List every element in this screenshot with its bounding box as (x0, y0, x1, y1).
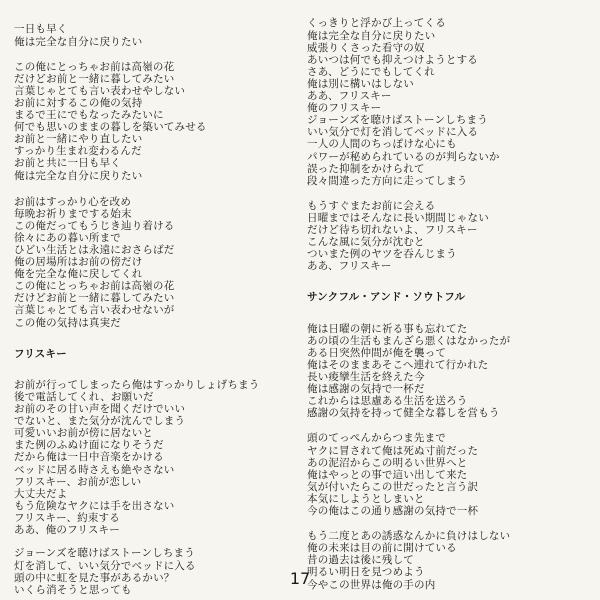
lyric-line: でないと、また気分が沈んでしまう (14, 415, 186, 427)
lyric-line: フリスキー、お前が恋しい (14, 476, 142, 488)
lyric-line: お前が行ってしまったら俺はすっかりしょげちまう (14, 379, 260, 391)
lyric-line: いい気分で灯を消してベッドに入る (307, 126, 479, 138)
lyric-line: 俺はそのままあそこへ連れて行かれた (307, 359, 489, 371)
lyric-line: 俺は別に構いはしない (307, 78, 414, 90)
lyric-line: ジョーンズを聴けばストーンしちまう (307, 114, 488, 126)
lyric-line: フリスキー、約束する (14, 512, 120, 524)
lyric-line: 気が付いたらこの世だったと言う訳 (307, 481, 479, 493)
lyric-line: 俺のフリスキー (307, 102, 382, 114)
lyric-line: くっきりと浮かび上ってくる (307, 17, 446, 29)
lyric-line: この俺の気持は真実だ (14, 317, 121, 329)
lyric-line: ああ、フリスキー (307, 90, 392, 102)
lyric-line: ついまた例のヤツを吞んじまう (307, 248, 457, 260)
page-number: 17 (289, 569, 311, 588)
lyric-line: だけどお前と一緒に暮してみたい (14, 73, 175, 85)
lyric-line: 威張りくさった看守の奴 (307, 42, 425, 54)
lyric-line: 可愛いいお前が傍に居ないと (14, 427, 154, 439)
lyric-line: あの頃の生活もまんざら悪くはなかったが (307, 335, 511, 347)
lyric-line: ベッドに居る時さえも絶やさない (14, 464, 175, 476)
lyric-line: 昔の過去は後に残して (307, 554, 414, 566)
lyric-line: だけどお前と一緒に暮してみたい (14, 292, 175, 304)
lyric-line: お前に対するこの俺の気持 (14, 97, 143, 109)
lyric-line: すっかり生まれ変わるんだ (14, 145, 142, 157)
lyric-line: 毎晩お祈りまでする始末 (14, 208, 132, 220)
lyric-line: 言葉じゃとても言い表わせないが (14, 304, 175, 316)
lyric-line: 一日も早く (14, 23, 68, 35)
lyric-line: 明るい明日を見つめよう (307, 566, 425, 578)
lyric-line: 徐々にあの暮い所まで (14, 232, 121, 244)
lyric-line: 灯を消して、いい気分でベッドに入る (14, 560, 196, 572)
lyric-line: 俺を完全な俺に戻してくれ (14, 268, 143, 280)
song-title: フリスキー (14, 348, 67, 360)
lyric-line: 俺の未来は目の前に開けている (307, 542, 457, 554)
lyric-line: 感謝の気持を持って健全な暮しを営もう (307, 407, 500, 419)
lyric-line: ヤクに冒されて俺は死ぬ寸前だった (307, 445, 479, 457)
lyric-line: 後で電話してくれ、お願いだ (14, 391, 154, 403)
lyric-line: ある日突然仲間が俺を襲って (307, 347, 447, 359)
lyric-line: 何でも思いのままの暮しを築いてみせる (14, 121, 207, 133)
lyric-line: お前はすっかり心を改め (14, 196, 132, 208)
lyric-line: 今やこの世界は俺の手の内 (307, 579, 436, 591)
lyric-line: また例のふぬけ面になりそうだ (14, 439, 164, 451)
lyric-line: ああ、フリスキー (307, 260, 392, 272)
lyric-line: 長い痠攣生活を終えた今 (307, 371, 425, 383)
lyric-line: 本気にしようとしまいと (307, 493, 425, 505)
lyric-line: だから俺は一日中音楽をかける (14, 451, 164, 463)
lyric-line: さあ、どうにでもしてくれ (307, 66, 435, 78)
lyric-line: 頭の中に虹を見た事があるかい？ (14, 572, 175, 584)
lyric-line: 日曜まではそんなに長い期間じゃない (307, 212, 489, 224)
lyric-line: お前のその甘い声を聞くだけでいい (14, 403, 186, 415)
lyric-line: もうすぐまたお前に会える (307, 200, 436, 212)
lyric-line: お前と共に一日も早く (14, 157, 121, 169)
lyric-line: 俺は感謝の気持で一杯だ (307, 383, 425, 395)
song-title: サンクフル・アンド・ソウトフル (307, 291, 466, 303)
lyric-line: 俺は完全な自分に戻りたい (307, 30, 436, 42)
lyric-line: これからは思慮ある生活を送ろう (307, 395, 468, 407)
lyric-line: 今の俺はこの通り感謝の気持で一杯 (307, 505, 479, 517)
lyric-line: いくら消そうと思っても (14, 584, 132, 596)
lyric-line: 誤った抑制をかけられて (307, 163, 425, 175)
lyric-line: この俺にとっちゃお前は高嶺の花 (14, 280, 175, 292)
lyric-line: まるで王にでもなったみたいに (14, 109, 164, 121)
lyric-line: 段々間違った方向に走ってしまう (307, 175, 468, 187)
lyric-line: 頭のてっぺんからつま先まで (307, 432, 446, 444)
lyric-line: だけど待ち切れないよ、フリスキー (307, 224, 478, 236)
lyric-line: 俺の居場所はお前の傍だけ (14, 256, 143, 268)
lyric-line: 言葉じゃとても言い表わせやしない (14, 85, 186, 97)
lyric-line: こんな風に気分が沈むと (307, 236, 425, 248)
lyric-line: あの泥沼からこの明るい世界へと (307, 457, 468, 469)
lyric-line: もう危険なヤクには手を出さない (14, 500, 175, 512)
lyric-line: 一人の人間のちっぽけな心にも (307, 138, 457, 150)
lyric-line: パワーが秘められているのが判らないか (307, 151, 500, 163)
lyric-line: 俺は完全な自分に戻りたい (14, 36, 143, 48)
lyric-line: ああ、俺のフリスキー (14, 524, 120, 536)
lyric-line: この俺だってもうじき辿り着ける (14, 220, 175, 232)
lyric-line: 俺は完全な自分に戻りたい (14, 170, 143, 182)
lyric-line: ジョーンズを聴けばストーンしちまう (14, 547, 195, 559)
lyric-line: あいつは何でも抑えつけようとする (307, 54, 478, 66)
lyric-line: ひどい生活とは永遠におさらばだ (14, 244, 175, 256)
lyric-line: この俺にとっちゃお前は高嶺の花 (14, 61, 175, 73)
lyric-line: お前と一緒にやり直したい (14, 133, 143, 145)
lyric-line: もう二度とあの誘惑なんかに負けはしない (307, 530, 511, 542)
lyric-line: 大丈夫だよ (14, 488, 68, 500)
lyric-line: 俺は日曜の朝に祈る事も忘れてた (307, 323, 468, 335)
lyric-line: 俺はやっとの事で這い出して来た (307, 469, 468, 481)
